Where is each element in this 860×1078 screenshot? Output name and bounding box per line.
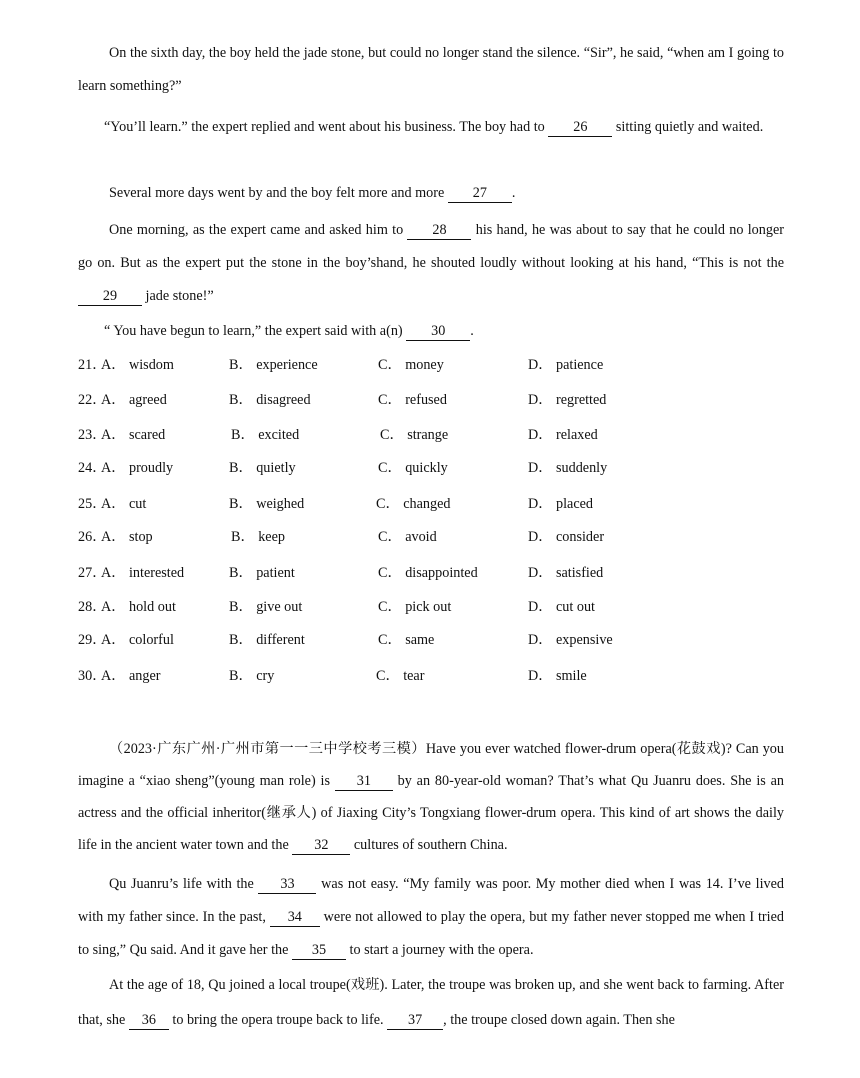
option-d[interactable]: D． suddenly [528,460,608,476]
passage1-paragraph-1 [78,37,784,103]
option-b[interactable]: B． excited [231,427,300,443]
option-b[interactable]: B． quietly [229,460,296,476]
option-a[interactable]: A． scared [101,427,166,443]
blank-36[interactable]: 36 [129,1011,169,1030]
question-27 [78,563,784,583]
question-number: 30． [78,668,107,684]
question-number: 21． [78,357,107,373]
paragraph-text: , the troupe closed down again. Then she [443,1012,675,1028]
blank-35[interactable]: 35 [292,941,346,960]
question-number: 29． [78,632,107,648]
blank-33[interactable]: 33 [258,875,316,894]
question-25 [78,494,784,514]
option-c[interactable]: C． money [378,357,444,373]
option-a[interactable]: A． anger [101,668,161,684]
option-c[interactable]: C． refused [378,392,447,408]
passage1-paragraph-5 [78,315,784,348]
blank-32[interactable]: 32 [292,836,350,855]
option-a[interactable]: A． colorful [101,632,174,648]
question-number: 25． [78,496,107,512]
blank-28[interactable]: 28 [407,221,471,240]
option-b[interactable]: B． patient [229,565,295,581]
paragraph-text: sitting quietly and waited. [612,119,764,135]
passage1-paragraph-3 [78,177,784,210]
paragraph-text: On the sixth day, the boy held the jade stone, but could no longer stand the silence. “Sir”, he said, “when am I going to learn something?” [78,45,784,94]
option-d[interactable]: D． consider [528,529,605,545]
option-c[interactable]: C． quickly [378,460,448,476]
option-a[interactable]: A． cut [101,496,147,512]
option-c[interactable]: C． strange [380,427,449,443]
option-c[interactable]: C． changed [376,496,451,512]
option-b[interactable]: B． cry [229,668,275,684]
paragraph-text: Several more days went by and the boy felt more and more [109,185,448,201]
option-a[interactable]: A． proudly [101,460,174,476]
question-number: 23． [78,427,107,443]
option-a[interactable]: A． interested [101,565,185,581]
blank-26[interactable]: 26 [548,118,612,137]
question-30 [78,666,784,686]
option-a[interactable]: A． stop [101,529,153,545]
paragraph-text: jade stone!” [142,288,214,304]
option-c[interactable]: C． disappointed [378,565,478,581]
paragraph-text: by an 80-year-old woman? That’s what Qu Juanru does. She is an actress and the official inheritor(继承人) of Jiaxing City’s Tongxiang flower-drum opera. This kind of art shows the daily life in the ancient water town and the [78,773,785,853]
question-22 [78,390,784,410]
question-21 [78,355,784,375]
option-b[interactable]: B． keep [231,529,285,545]
paragraph-text: . [470,323,474,339]
option-c[interactable]: C． pick out [378,599,452,615]
paragraph-text: “ You have begun to learn,” the expert said with a(n) [104,323,407,339]
question-29 [78,630,784,650]
paragraph-text: . [511,185,516,201]
passage1-paragraph-2 [78,111,784,144]
paragraph-text: cultures of southern China. [350,837,508,853]
paragraph-text: was not easy. “My family was poor. My mother died when I was 14. I’ve lived with my father since. In the past, [78,876,785,925]
blank-27[interactable]: 27 [448,184,512,203]
paragraph-text: his hand, he was about to say that he could no longer go on. But as the expert put the stone in the boy’shand, he shouted loudly without looking at his hand, “This is not the [78,222,784,271]
option-b[interactable]: B． experience [229,357,318,373]
question-number: 22． [78,392,107,408]
paragraph-text: to bring the opera troupe back to life. [168,1012,388,1028]
paragraph-text: Qu Juanru’s life with the [109,876,259,892]
passage1-paragraph-4 [78,214,784,313]
option-d[interactable]: D． patience [528,357,604,373]
passage2-paragraph-2 [78,868,784,967]
option-c[interactable]: C． avoid [378,529,437,545]
question-number: 28． [78,599,107,615]
option-a[interactable]: A． hold out [101,599,176,615]
passage2-paragraph-3 [78,968,784,1038]
option-d[interactable]: D． cut out [528,599,595,615]
question-23 [78,425,784,445]
question-26 [78,527,784,547]
blank-29[interactable]: 29 [78,287,142,306]
option-d[interactable]: D． regretted [528,392,607,408]
option-c[interactable]: C． same [378,632,435,648]
option-d[interactable]: D． expensive [528,632,613,648]
question-24 [78,458,784,478]
paragraph-text: One morning, as the expert came and asked him to [109,222,408,238]
blank-34[interactable]: 34 [270,908,320,927]
paragraph-text: At the age of 18, Qu joined a local troupe(戏班). Later, the troupe was broken up, and she went back to farming. After that, she [78,977,784,1028]
option-a[interactable]: A． agreed [101,392,167,408]
question-number: 27． [78,565,107,581]
option-d[interactable]: D． placed [528,496,594,512]
option-b[interactable]: B． disagreed [229,392,311,408]
option-a[interactable]: A． wisdom [101,357,174,373]
option-b[interactable]: B． give out [229,599,303,615]
paragraph-text: to start a journey with the opera. [345,942,534,958]
blank-37[interactable]: 37 [387,1011,443,1030]
blank-30[interactable]: 30 [406,322,470,341]
option-b[interactable]: B． different [229,632,305,648]
option-d[interactable]: D． relaxed [528,427,598,443]
option-b[interactable]: B． weighed [229,496,305,512]
option-d[interactable]: D． satisfied [528,565,604,581]
source-label: （2023·广东广州·广州市第一一三中学校考三模） [109,741,426,757]
passage2-paragraph-1 [78,733,784,861]
option-d[interactable]: D． smile [528,668,587,684]
paragraph-text: were not allowed to play the opera, but my father never stopped me when I tried to sing,” Qu said. And it gave her the [78,909,784,958]
question-28 [78,597,784,617]
question-number: 26． [78,529,107,545]
blank-31[interactable]: 31 [335,772,393,791]
paragraph-text: “You’ll learn.” the expert replied and went about his business. The boy had to [104,119,549,135]
option-c[interactable]: C． tear [376,668,425,684]
paragraph-text: Have you ever watched flower-drum opera(花鼓戏)? Can you imagine a “xiao sheng”(young man role) is [78,741,784,789]
question-number: 24． [78,460,107,476]
